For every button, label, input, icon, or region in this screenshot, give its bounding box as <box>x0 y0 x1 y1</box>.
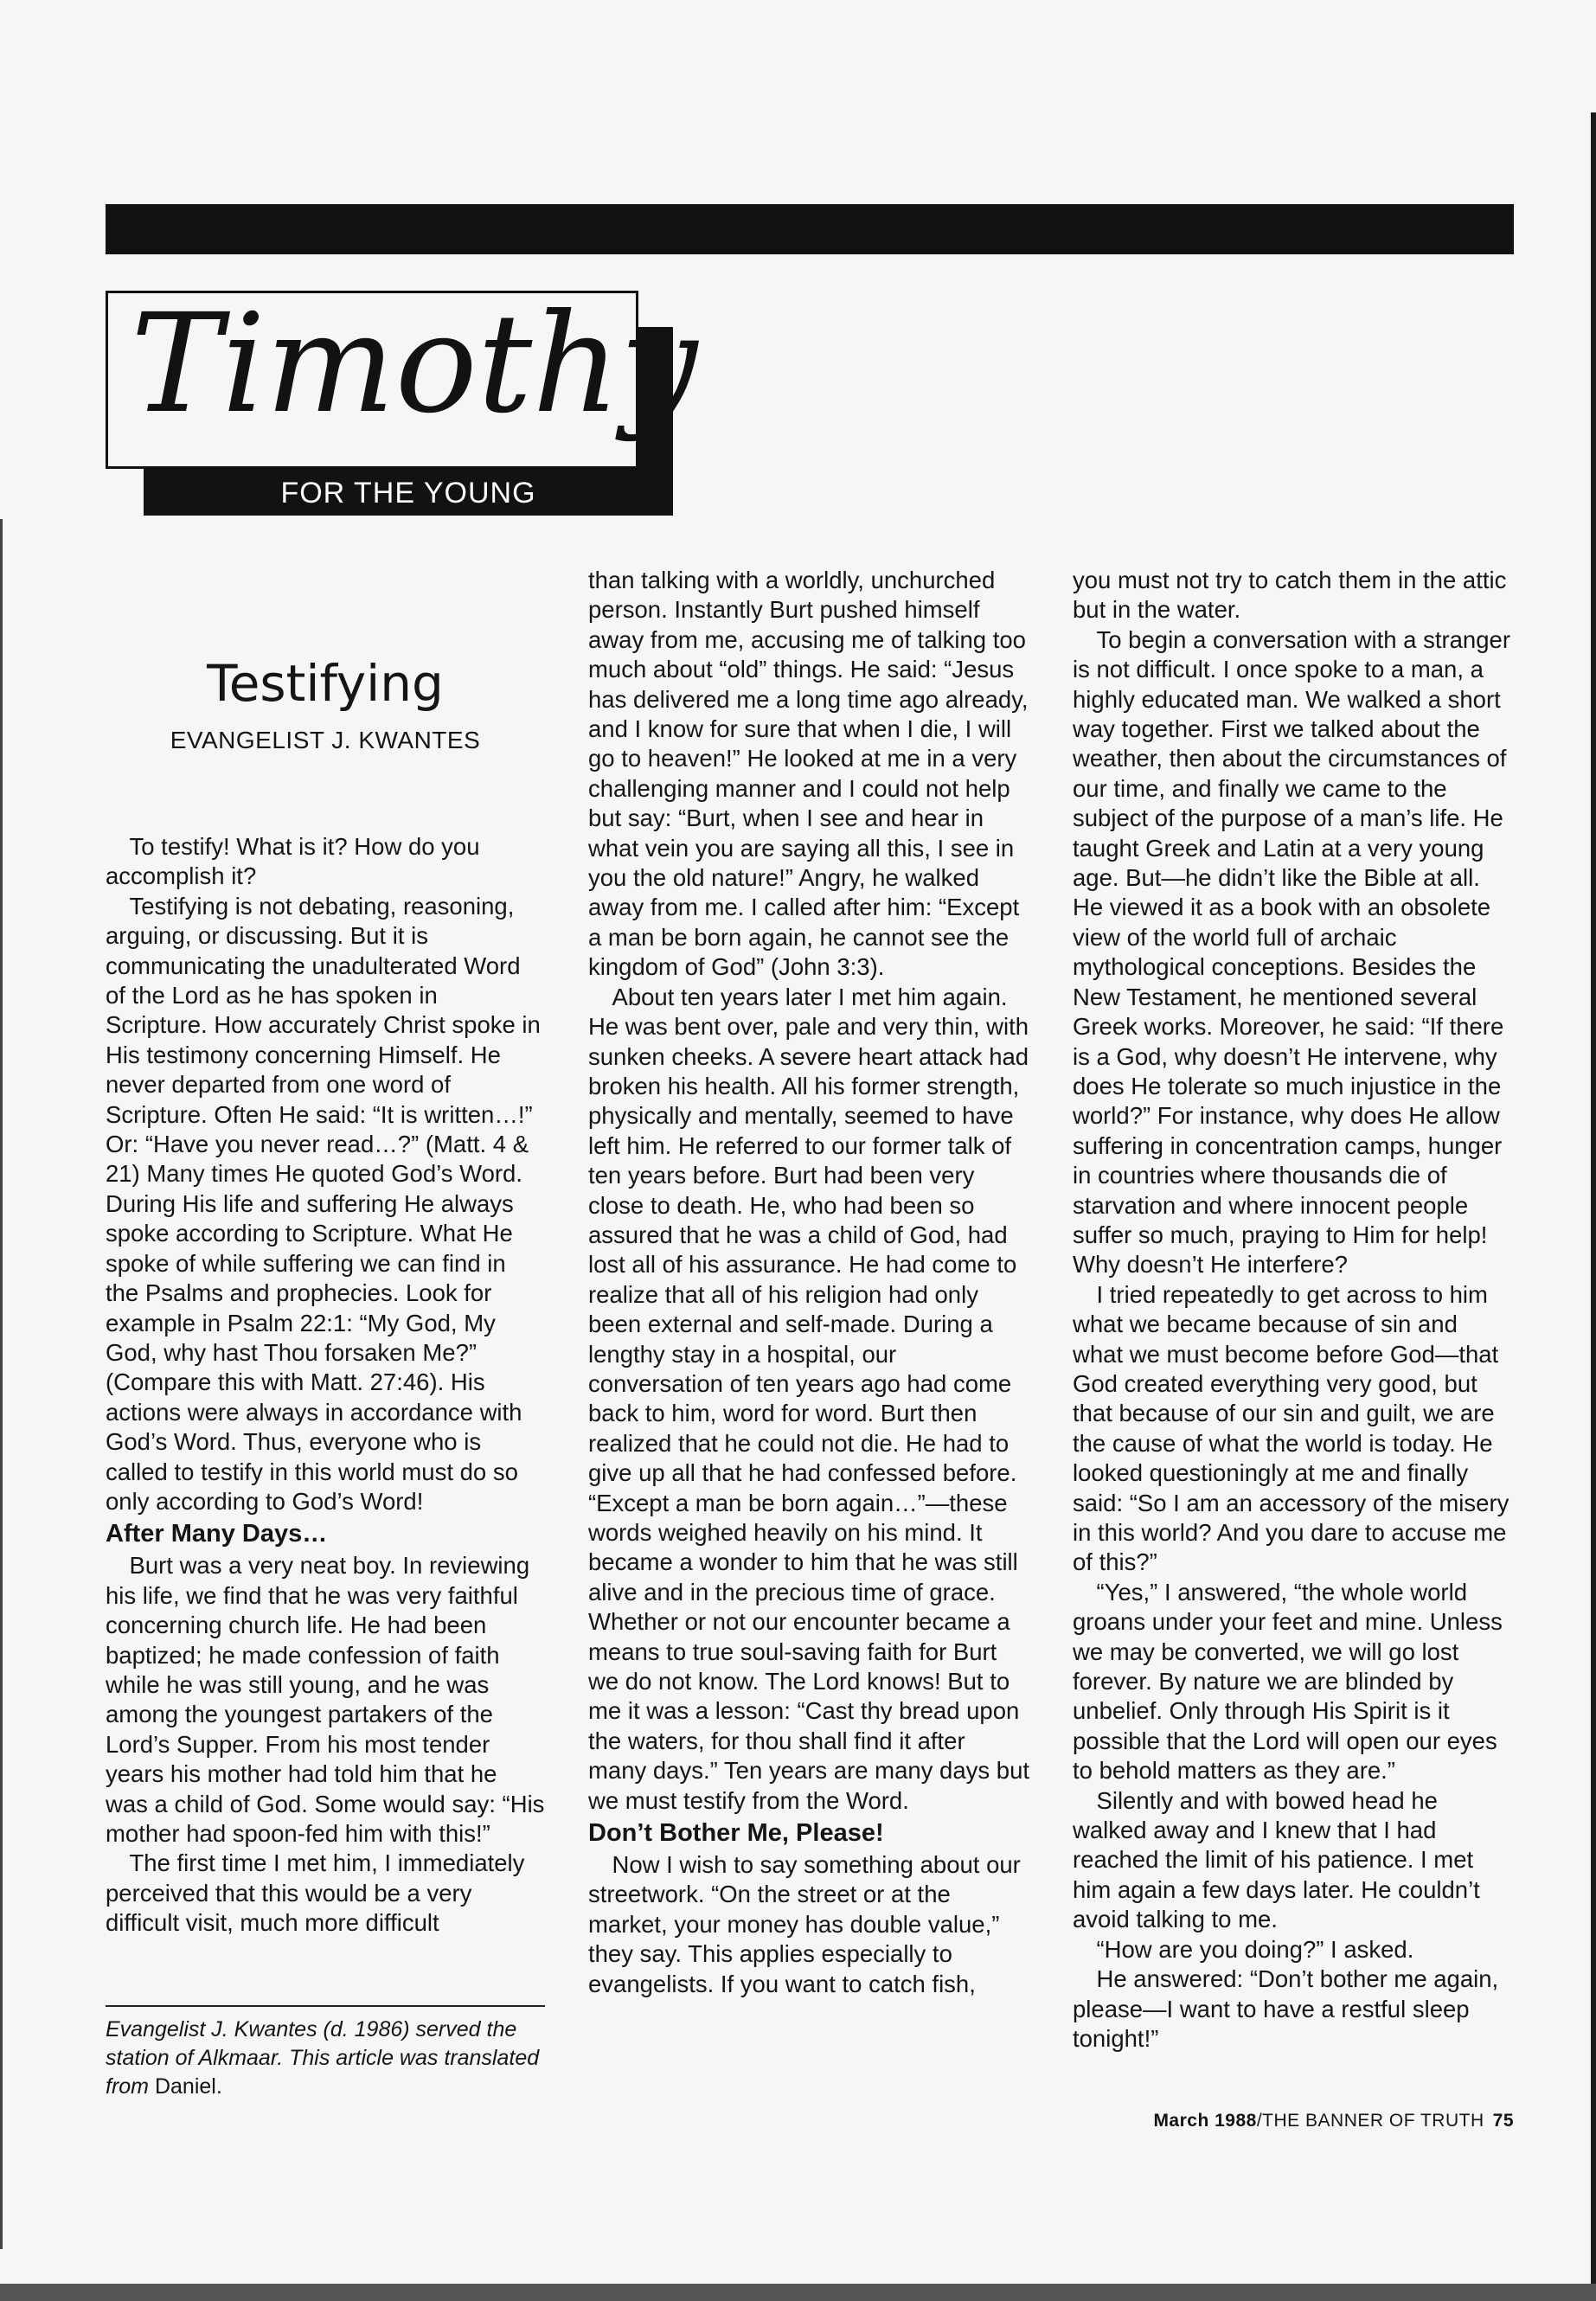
paragraph: “Yes,” I answered, “the whole world groans under your feet and mine. Unless we may be converted, we will go lost forever. By nature we are blinded by unbelief. Only through His Spirit is it possible that the Lord will open our eyes to behold matters as they are.” <box>1073 1578 1503 1785</box>
page-number: 75 <box>1492 2111 1514 2131</box>
scan-left-edge <box>0 519 3 2249</box>
paragraph: The first time I met him, I immediately perceived that this would be a very difficult visit, much more difficult <box>106 1849 525 1937</box>
paragraph: Burt was a very neat boy. In reviewing his life, we find that he was very faithful concerning church life. He had been baptized; he made confession of faith while he was still young, and he was among the youngest partakers of the Lord’s Supper. From his most tender years his mother had told him that he was a child of God. Some would say: “His mother had spoon-fed him with this!” <box>106 1552 545 1847</box>
paragraph: Now I wish to say something about our streetwork. “On the street or at the market, your money has double value,” they say. This applies especially to evangelists. If you want to catch fish, <box>588 1851 1021 1997</box>
footer-date: March 1988 <box>1153 2111 1257 2131</box>
masthead-subtitle: FOR THE YOUNG <box>280 476 536 510</box>
paragraph: About ten years later I met him again. He was bent over, pale and very thin, with sunken cheeks. A severe heart attack had broken his health. All his former strength, physically and mentally, seemed to have left him. He referred to our former talk of ten years before. Burt had been very close to death. He, who had been so assured that he was a child of God, had lost all of his assurance. He had come to realize that all of his religion had only been external and self-made. During a lengthy stay in a hospital, our conversation of ten years ago had come back to him, word for word. Burt then realized that he could not die. He had to give up all that he had confessed before. “Except a man be born again…”—these words weighed heavily on his mind. It became a wonder to him that he was still alive and in the precious time of grace. Whether or not our encounter became a means to true soul-saving faith for Burt we do not know. The Lord knows! But to me it was a lesson: “Cast thy bread upon the waters, for thou shall find it after many days.” Ten years are many days but we must testify from the Word. <box>588 983 1030 1814</box>
article-title: Testifying <box>207 654 444 713</box>
paragraph: than talking with a worldly, unchurched person. Instantly Burt pushed himself away from me, accusing me of talking too much about “old” things. He said: “Jesus has delivered me a long time ago already, and I know for sure that when I die, I will go to heaven!” He looked at me in a very challenging manner and I could not help but say: “Burt, when I see and hear in what vein you are saying all this, I see in you the old nature!” Angry, he walked away from me. I called after him: “Except a man be born again, he cannot see the kingdom of God” (John 3:3). <box>588 567 1029 981</box>
column-3 <box>1073 566 1514 2054</box>
paragraph: To begin a conversation with a stranger is not difficult. I once spoke to a man, a highly educated man. We walked a short way together. First we talked about the weather, then about the circumstances of our time, and finally we came to the subject of the purpose of a man’s life. He taught Greek and Latin at a very young age. But—he didn’t like the Bible at all. He viewed it as a book with an obsolete view of the world full of archaic mythological conceptions. Besides the New Testament, he mentioned several Greek works. Moreover, he said: “If there is a God, why doesn’t He intervene, why does He tolerate so much injustice in the world?” For instance, why does He allow suffering in concentration camps, hunger in countries where thousands die of starvation and where innocent people suffer so much, praying to Him for help! Why doesn’t He interfere? <box>1073 625 1510 1279</box>
footnote-source: Daniel. <box>154 2074 222 2099</box>
paragraph: Testifying is not debating, reasoning, arguing, or discussing. But it is communicating the unadulterated Word of the Lord as he has spoken in Scripture. How accurately Christ spoke in His testimony concerning Himself. He never departed from one word of Scripture. Often He said: “It is written…!” Or: “Have you never read…?” (Matt. 4 & 21) Many times He quoted God’s Word. During His life and suffering He always spoke according to Scripture. What He spoke of while suffering we can find in the Psalms and prophecies. Look for example in Psalm 22:1: “My God, My God, why hast Thou forsaken Me?” (Compare this with Matt. 27:46). His actions were always in accordance with God’s Word. Thus, everyone who is called to testify in this world must do so only according to God’s Word! <box>106 892 541 1515</box>
section-heading: After Many Days… <box>106 1520 328 1548</box>
paragraph: you must not try to catch them in the attic but in the water. <box>1073 567 1507 624</box>
paragraph: Silently and with bowed head he walked away and I knew that I had reached the limit of his patience. I met him again a few days later. He couldn’t avoid talking to me. <box>1073 1786 1480 1933</box>
paragraph: “How are you doing?” I asked. <box>1096 1935 1414 1963</box>
footnote-divider <box>106 2005 545 2007</box>
article-author: EVANGELIST J. KWANTES <box>170 727 481 753</box>
masthead-box <box>106 285 698 469</box>
masthead-title: Timothy <box>131 285 698 444</box>
paragraph: He answered: “Don’t bother me again, please—I want to have a restful sleep tonight!” <box>1073 1965 1499 2052</box>
footnote-text: Evangelist J. Kwantes (d. 1986) served the station of Alkmaar. This article was translated from <box>106 2017 540 2099</box>
footer-publication: /THE BANNER OF TRUTH <box>1256 2111 1484 2131</box>
page-footer <box>1073 2111 1514 2131</box>
column-2 <box>588 566 1029 1999</box>
scan-bottom-edge <box>0 2284 1596 2301</box>
footnote <box>106 2016 545 2101</box>
section-heading: Don’t Bother Me, Please! <box>588 1819 884 1848</box>
paragraph: To testify! What is it? How do you accomplish it? <box>106 833 480 890</box>
column-1 <box>106 832 545 1939</box>
scan-right-edge <box>1591 112 1596 2284</box>
header-black-bar <box>106 204 1514 254</box>
paragraph: I tried repeatedly to get across to him what we became because of sin and what we must become before God—that God created everything very good, but that because of our sin and guilt, we are the cause of what the world is today. He looked questioningly at me and finally said: “So I am an accessory of the misery in this world? And you dare to accuse me of this?” <box>1073 1280 1509 1576</box>
